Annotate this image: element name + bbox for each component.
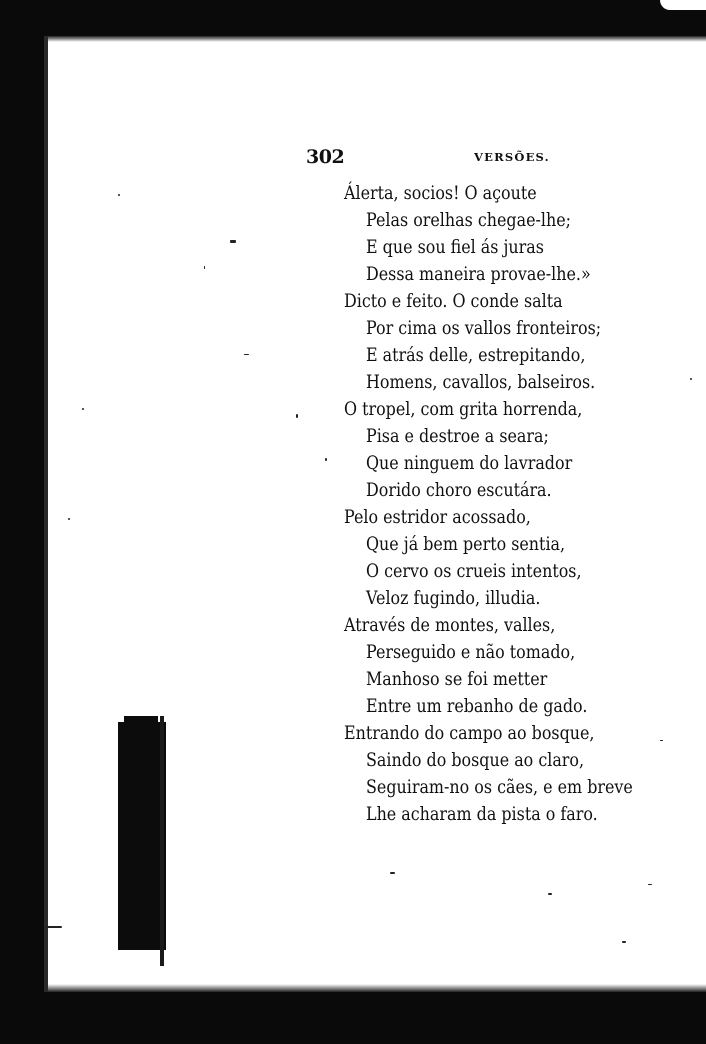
poem-line: Saindo do bosque ao claro,	[366, 750, 585, 771]
ink-smudge-edge	[160, 716, 164, 966]
poem-line: Dicto e feito. O conde salta	[344, 291, 563, 312]
speck	[68, 518, 70, 520]
poem-line: E que sou fiel ás juras	[366, 237, 544, 258]
speck	[390, 872, 395, 874]
page-number: 302	[306, 146, 345, 168]
poem-line: O cervo os crueis intentos,	[366, 561, 582, 582]
poem-line: Através de montes, valles,	[344, 615, 556, 636]
speck	[118, 194, 120, 196]
speck	[296, 414, 298, 418]
page-edge-bottom	[44, 984, 706, 992]
page-edge-left	[44, 36, 48, 992]
poem-line: Pelas orelhas chegae-lhe;	[366, 210, 571, 231]
poem-line: Seguiram-no os cães, e em breve	[366, 777, 633, 798]
scan-border-top	[0, 0, 706, 36]
poem-line: Álerta, socios! O açoute	[344, 183, 537, 204]
running-title: VERSÕES.	[474, 150, 550, 164]
scan-border-notch	[660, 0, 706, 10]
poem-line: Pelo estridor acossado,	[344, 507, 531, 528]
scan-border-bottom	[0, 992, 706, 1044]
speck	[82, 408, 84, 410]
poem-line: Que já bem perto sentia,	[366, 534, 566, 555]
speck	[230, 240, 236, 243]
poem-line: Perseguido e não tomado,	[366, 642, 576, 663]
poem-line: Dorido choro escutára.	[366, 480, 552, 501]
poem-line: Entre um rebanho de gado.	[366, 696, 588, 717]
page-header	[306, 146, 566, 170]
poem-line: Dessa maneira provae-lhe.»	[366, 264, 591, 285]
speck	[204, 266, 205, 269]
poem-line: Por cima os vallos fronteiros;	[366, 318, 602, 339]
speck	[46, 926, 62, 928]
speck	[690, 378, 692, 380]
scan-border-left	[0, 0, 44, 1044]
poem-line: O tropel, com grita horrenda,	[344, 399, 583, 420]
poem-line: Entrando do campo ao bosque,	[344, 723, 595, 744]
poem-line: Lhe acharam da pista o faro.	[366, 804, 598, 825]
speck	[244, 354, 249, 355]
poem-body	[344, 180, 684, 840]
speck	[325, 458, 327, 461]
ink-smudge	[118, 722, 166, 950]
page-edge-top	[44, 36, 706, 42]
speck	[622, 941, 626, 943]
poem-line: Pisa e destroe a seara;	[366, 426, 549, 447]
speck	[648, 884, 652, 885]
poem-line: Homens, cavallos, balseiros.	[366, 372, 596, 393]
poem-line: E atrás delle, estrepitando,	[366, 345, 586, 366]
poem-line: Manhoso se foi metter	[366, 669, 548, 690]
speck	[548, 893, 552, 895]
poem-line: Veloz fugindo, illudia.	[366, 588, 541, 609]
poem-line: Que ninguem do lavrador	[366, 453, 573, 474]
